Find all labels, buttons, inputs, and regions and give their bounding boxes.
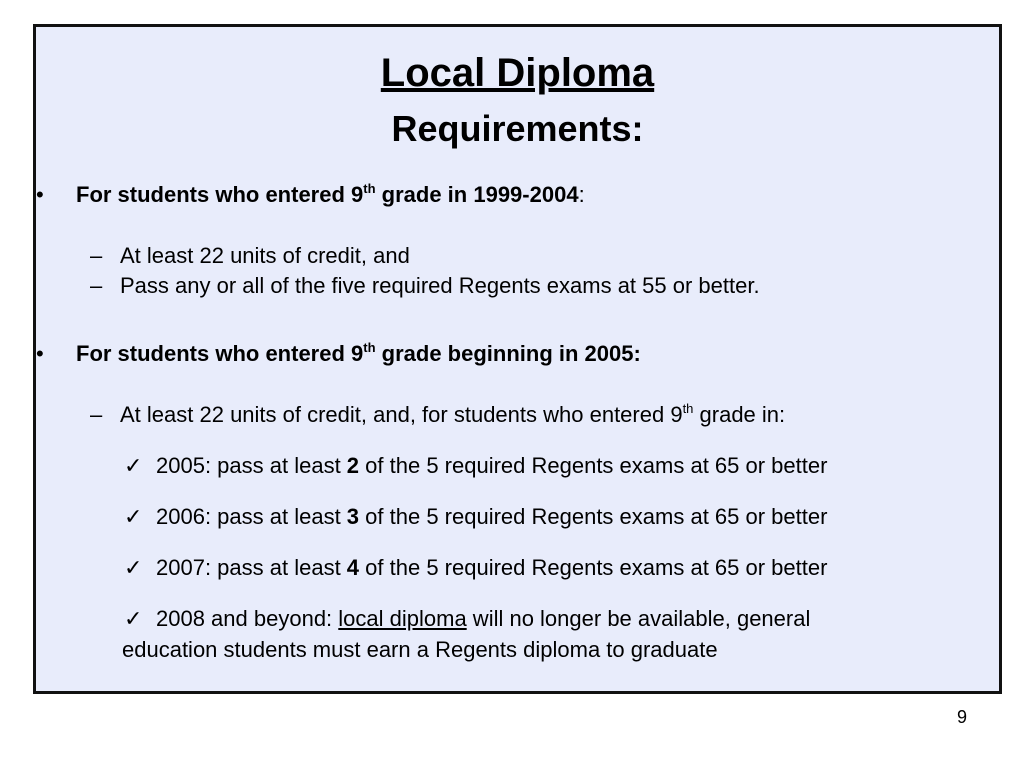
section2-item-sup: th [682,401,694,416]
section2-heading [36,340,641,368]
section2-heading-suffix: grade beginning in 2005: [375,341,641,366]
bullet-icon: • [36,182,44,207]
check-item-suffix: of the 5 required Regents exams at 65 or better [359,453,828,478]
section2-item [90,401,786,429]
check-item-2007 [124,554,828,582]
dash-icon: – [90,243,103,268]
page-number: 9 [956,707,967,727]
section1-heading-sup: th [363,181,376,196]
slide-subtitle: Requirements: [391,108,644,149]
checkmark-icon: ✓ [124,504,143,529]
check-item-suffix: of the 5 required Regents exams at 65 or better [359,504,828,529]
check-item-suffix: will no longer be available, general [466,606,811,631]
checkmark-icon: ✓ [124,606,143,631]
check-item-prefix: 2008 and beyond: [156,606,339,631]
section1-heading-colon: : [578,182,585,207]
section2-heading-sup: th [363,340,376,355]
section1-heading-prefix: For students who entered 9 [76,182,364,207]
section2-item-prefix: At least 22 units of credit, and, for students who entered 9 [120,402,683,427]
section1-heading [36,181,585,209]
section1-item-2 [90,272,760,300]
checkmark-icon: ✓ [124,453,143,478]
dash-icon: – [90,402,103,427]
section1-item-2-text: Pass any or all of the five required Regents exams at 55 or better. [120,273,760,298]
section1-heading-suffix: grade in 1999-2004 [375,182,579,207]
dash-icon: – [90,273,103,298]
slide-title: Local Diploma [380,51,655,95]
check-item-suffix: of the 5 required Regents exams at 65 or better [359,555,828,580]
local-diploma-link[interactable]: local diploma [338,606,467,631]
section1-item-1 [90,242,410,270]
checkmark-icon: ✓ [124,555,143,580]
bullet-icon: • [36,341,44,366]
check-item-count: 3 [346,504,360,529]
check-item-2006 [124,503,828,531]
check-item-prefix: 2007: pass at least [156,555,347,580]
check-item-count: 2 [346,453,360,478]
check-item-2008 [124,605,811,633]
check-item-prefix: 2006: pass at least [156,504,347,529]
check-item-2005 [124,452,828,480]
check-item-prefix: 2005: pass at least [156,453,347,478]
check-item-count: 4 [346,555,360,580]
check-item-2008-line2: education students must earn a Regents diploma to graduate [122,637,718,662]
section2-item-suffix: grade in: [693,402,786,427]
section1-item-1-text: At least 22 units of credit, and [120,243,410,268]
section2-heading-prefix: For students who entered 9 [76,341,364,366]
